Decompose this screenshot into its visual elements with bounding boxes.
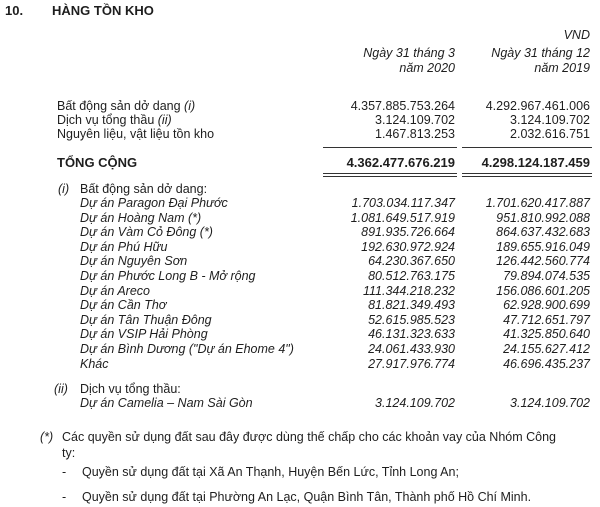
total-2019: 4.298.124.187.459 [481,155,590,170]
value-2020: 111.344.218.232 [363,284,455,298]
value-2019: 41.325.850.640 [503,327,590,341]
total-double-rule-2019 [462,173,592,177]
row-label [57,99,195,113]
detail-marker: (ii) [54,382,68,396]
value-2019: 864.637.432.683 [496,225,590,239]
total-label: TỔNG CỘNG [57,155,138,170]
currency-label: VND [563,28,590,42]
detail-row-label: Dự án Camelia – Nam Sài Gòn [80,396,253,410]
detail-heading: Bất động sản dở dang: [80,182,208,196]
value-2020: 1.467.813.253 [375,127,455,141]
value-2019: 47.712.651.797 [503,313,590,327]
value-2020: 80.512.763.175 [368,269,455,283]
detail-row-label: Dự án Vàm Cỏ Đông (*) [80,225,213,239]
value-2020: 27.917.976.774 [368,357,455,371]
value-2019: 62.928.900.699 [503,298,590,312]
value-2020: 46.131.323.633 [368,327,455,341]
section-number: 10. [5,3,24,18]
column-header-line2: năm 2019 [534,61,590,75]
detail-row-label: Dự án VSIP Hải Phòng [80,327,208,341]
section-title: HÀNG TỒN KHO [52,3,154,18]
total-2020: 4.362.477.676.219 [346,155,455,170]
value-2019: 46.696.435.237 [503,357,590,371]
row-label [57,113,172,127]
subtotal-rule-2020 [323,147,457,148]
row-label-text: Dịch vụ tổng thầu [57,113,158,127]
detail-row-label: Dự án Areco [80,284,150,298]
detail-row-label: Dự án Paragon Đại Phước [80,196,228,210]
value-2020: 52.615.985.523 [368,313,455,327]
bullet-text: Quyền sử dụng đất tại Xã An Thạnh, Huyện Bến Lức, Tỉnh Long An; [82,465,459,479]
row-label-text: Bất động sản dở dang [57,99,185,113]
column-header-line1: Ngày 31 tháng 12 [491,46,590,60]
bullet-text: Quyền sử dụng đất tại Phường An Lạc, Quận Bình Tân, Thành phố Hồ Chí Minh. [82,490,532,504]
column-header-line2: năm 2020 [399,61,455,75]
value-2020: 891.935.726.664 [361,225,455,239]
detail-heading: Dịch vụ tổng thầu: [80,382,181,396]
value-2019: 3.124.109.702 [510,113,590,127]
value-2019: 156.086.601.205 [496,284,590,298]
bullet-dash: - [62,490,67,504]
subtotal-rule-2019 [462,147,592,148]
detail-row-label: Dự án Nguyên Sơn [80,254,188,268]
detail-row-label: Dự án Phước Long B - Mở rộng [80,269,256,283]
value-2019: 2.032.616.751 [510,127,590,141]
value-2020: 192.630.972.924 [361,240,455,254]
value-2020: 81.821.349.493 [368,298,455,312]
value-2020: 3.124.109.702 [375,396,455,410]
value-2019: 951.810.992.088 [496,211,590,225]
value-2019: 126.442.560.774 [496,254,590,268]
detail-marker: (i) [58,182,70,196]
value-2019: 1.701.620.417.887 [485,196,590,210]
value-2020: 64.230.367.650 [368,254,455,268]
detail-row-label: Dự án Tân Thuận Đông [80,313,212,327]
value-2019: 79.894.074.535 [503,269,590,283]
footnote-line2: ty: [62,446,76,460]
value-2019: 4.292.967.461.006 [485,99,590,113]
footnote-marker: (*) [40,430,54,444]
detail-row-label: Dự án Cần Thơ [80,298,167,312]
value-2020: 1.081.649.517.919 [350,211,455,225]
value-2020: 1.703.034.117.347 [351,196,455,210]
column-header-line1: Ngày 31 tháng 3 [363,46,455,60]
row-label [57,127,214,141]
value-2019: 3.124.109.702 [510,396,590,410]
detail-row-label: Dự án Phú Hữu [80,240,168,254]
footnote-line1: Các quyền sử dụng đất sau đây được dùng thế chấp cho các khoản vay của Nhóm Công [62,430,556,444]
row-note: (i) [184,99,196,113]
total-double-rule-2020 [323,173,457,177]
detail-row-label: Dự án Bình Dương ("Dự án Ehome 4") [80,342,294,356]
value-2020: 24.061.433.930 [368,342,455,356]
row-note: (ii) [157,113,172,127]
value-2019: 24.155.627.412 [503,342,590,356]
detail-row-label: Khác [80,357,109,371]
row-label-text: Nguyên liệu, vật liệu tồn kho [57,127,215,141]
value-2020: 3.124.109.702 [375,113,455,127]
value-2020: 4.357.885.753.264 [350,99,455,113]
value-2019: 189.655.916.049 [496,240,590,254]
detail-row-label: Dự án Hoàng Nam (*) [80,211,202,225]
bullet-dash: - [62,465,67,479]
